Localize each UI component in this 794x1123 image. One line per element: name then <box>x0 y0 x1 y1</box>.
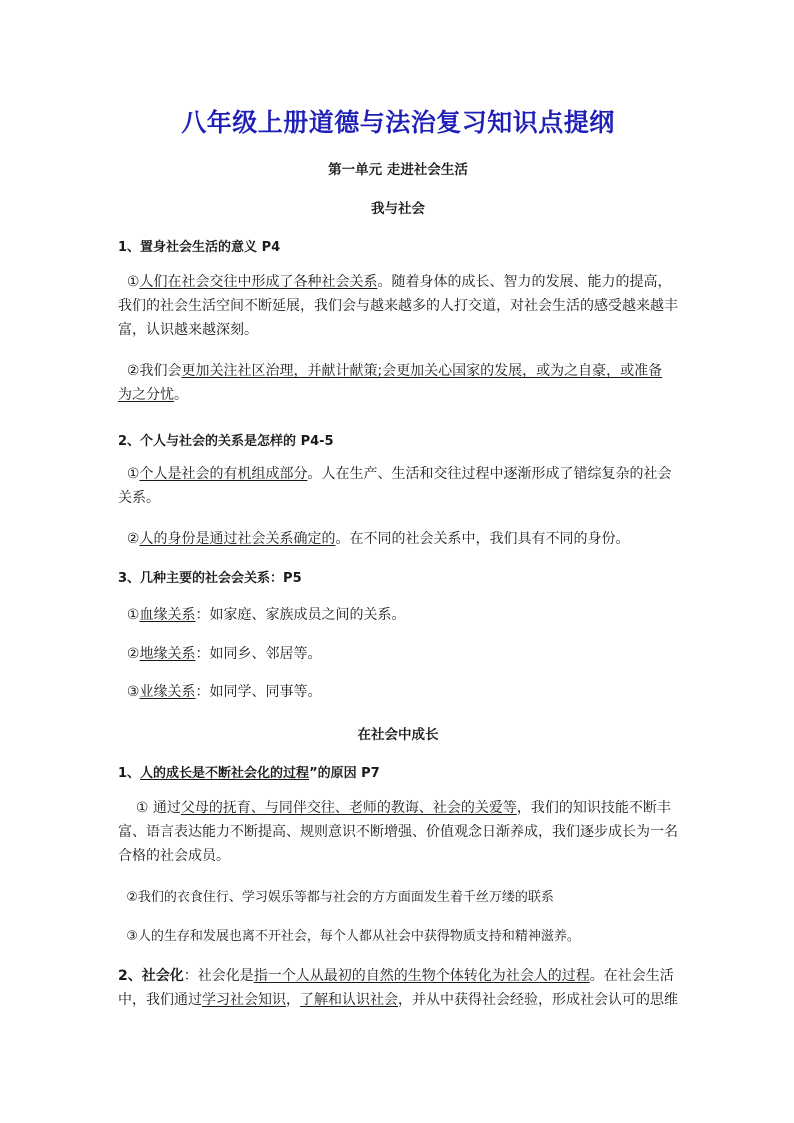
marker: ③ <box>126 684 140 700</box>
underlined-text: 业缘关系 <box>139 684 196 700</box>
r1-heading <box>118 762 380 781</box>
text: ：如同学、同事等。 <box>195 684 322 700</box>
text-line: 合格的社会成员。 <box>118 848 230 864</box>
r1-paragraph-2 <box>118 886 678 910</box>
r1-paragraph-3 <box>118 925 678 949</box>
underlined-text: 人们在社会交往中形成了各种社会关系 <box>139 274 378 290</box>
text: ：如家庭、家族成员之间的关系。 <box>195 607 406 623</box>
q3-item-1 <box>118 603 678 627</box>
text: ②我们的衣食住行、学习娱乐等都与社会的方方面面发生着千丝万缕的联系 <box>126 890 554 905</box>
text: 。 <box>174 387 188 403</box>
text: 。人在生产、生活和交往过程中逐渐形成了错综复杂的社会 <box>307 466 672 482</box>
text: ， <box>286 992 300 1008</box>
underlined-text: 了解和认识社会 <box>300 992 398 1008</box>
section-heading-me-and-society: 我与社会 <box>371 201 425 217</box>
r2-heading: 2、社会化 <box>118 968 184 984</box>
q3-item-2 <box>118 642 678 666</box>
underlined-text: 个人是社会的有机组成部分 <box>139 466 308 482</box>
section-heading-grow-in-society: 在社会中成长 <box>357 727 439 743</box>
underlined-text: 指一个人从最初的自然的生物个体转化为社会人的过程 <box>253 968 590 984</box>
q3-heading: 3、几种主要的社会会关系：P5 <box>118 571 302 586</box>
underlined-text: 更加关注社区治理，并献计献策;会更加关心国家的发展，或为之自豪，或准备 <box>181 363 663 379</box>
text-line: 富、语言表达能力不断提高、规则意识不断增强、价值观念日渐养成，我们逐步成长为一名 <box>118 824 678 840</box>
r1-paragraph-1 <box>118 796 678 868</box>
q1-paragraph-2 <box>118 359 678 407</box>
q3-item-3 <box>118 680 678 704</box>
text: ，并从中获得社会经验，形成社会认可的思维 <box>398 992 678 1008</box>
underlined-text: 血缘关系 <box>139 607 196 623</box>
text: 。在不同的社会关系中，我们具有不同的身份。 <box>335 531 630 547</box>
text-line: 富，认识越来越深刻。 <box>118 322 258 338</box>
text: 通过 <box>148 800 181 816</box>
underlined-text: 人的身份是通过社会关系确定的 <box>139 531 336 547</box>
text: ，我们的知识技能不断丰 <box>516 800 671 816</box>
r2-paragraph <box>118 964 678 1012</box>
text: ③人的生存和发展也离不开社会，每个人都从社会中获得物质支持和精神滋养。 <box>126 929 580 944</box>
underlined-text: 学习社会知识 <box>202 992 286 1008</box>
document-title: 八年级上册道德与法治复习知识点提纲 <box>181 108 615 137</box>
unit-heading: 第一单元 走进社会生活 <box>328 162 468 178</box>
underlined-text: 父母的抚育、与同伴交往、老师的教诲、社会的关爱等 <box>180 800 517 816</box>
circled-one: ① <box>126 466 140 482</box>
circled-two: ② <box>126 363 140 379</box>
text: 。随着身体的成长、智力的发展、能力的提高， <box>377 274 672 290</box>
circled-two: ② <box>126 531 140 547</box>
underlined-text: 地缘关系 <box>139 646 196 662</box>
marker: ② <box>126 646 140 662</box>
marker: ① <box>126 607 140 623</box>
text: ：社会化是 <box>183 968 254 984</box>
text-line: 我们的社会生活空间不断延展，我们会与越来越多的人打交道，对社会生活的感受越来越丰 <box>118 298 678 314</box>
text: 。在社会生活 <box>589 968 674 984</box>
q1-heading: 1、置身社会生活的意义 P4 <box>118 240 281 255</box>
text: 我们会 <box>139 363 182 379</box>
q1-paragraph-1 <box>118 270 678 342</box>
q2-heading: 2、个人与社会的关系是怎样的 P4-5 <box>118 434 334 449</box>
q2-paragraph-2 <box>118 527 678 551</box>
text-line: 关系。 <box>118 490 160 506</box>
circled-one: ① <box>126 274 140 290</box>
underlined-text: 人的成长是不断社会化的过程 <box>140 766 310 781</box>
text: 1、 <box>118 766 141 781</box>
underlined-text: 为之分忧 <box>118 387 174 403</box>
q2-paragraph-1 <box>118 462 678 510</box>
marker: ① <box>135 800 149 816</box>
text: 中，我们通过 <box>118 992 202 1008</box>
text: ：如同乡、邻居等。 <box>195 646 322 662</box>
text: ”的原因 P7 <box>309 766 380 781</box>
